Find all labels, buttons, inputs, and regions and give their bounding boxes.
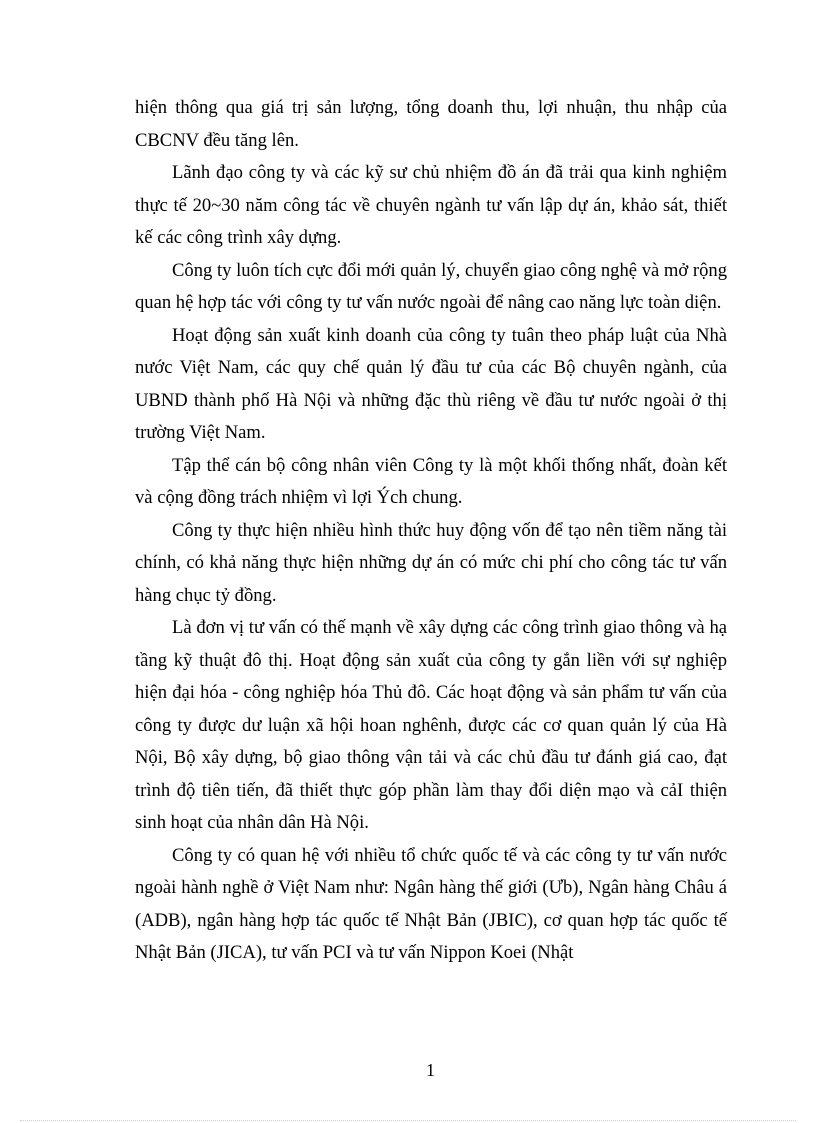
paragraph-continued: hiện thông qua giá trị sản lượng, tổng doanh thu, lợi nhuận, thu nhập của CBCNV đều tăng lên. — [135, 97, 727, 151]
paragraph-international: Công ty có quan hệ với nhiều tổ chức quốc tế và các công ty tư vấn nước ngoài hành nghề ở Việt Nam như: Ngân hàng thế giới (Ưb), Ngân hàng Châu á (ADB), ngân hàng hợp tác quốc tế Nhật Bản (JBIC), cơ quan hợp tác quốc tế Nhật Bản (JICA), tư vấn PCI và tư vấn Nippon Koei (Nhật — [135, 844, 727, 963]
paragraph-strengths: Là đơn vị tư vấn có thế mạnh về xây dựng các công trình giao thông và hạ tầng kỹ thuật đô thị. Hoạt động sản xuất của công ty gắn liền với sự nghiệp hiện đại hóa - công nghiệp hóa Thủ đô. Các hoạt động và sản phẩm tư vấn của công ty được dư luận xã hội hoan nghênh, được các cơ quan quản lý của Hà Nội, Bộ xây dựng, bộ giao thông vận tải và các chủ đầu tư đánh giá cao, đạt trình độ tiên tiến, đã thiết thực góp phần làm thay đổi diện mạo và cảI thiện sinh hoạt của nhân dân Hà Nội. — [135, 617, 727, 833]
paragraph-capital: Công ty thực hiện nhiều hình thức huy động vốn để tạo nên tiềm năng tài chính, có khả năng thực hiện những dự án có mức chi phí cho công tác tư vấn hàng chục tỷ đồng. — [135, 519, 727, 606]
paragraph-innovation: Công ty luôn tích cực đổi mới quản lý, chuyển giao công nghệ và mở rộng quan hệ hợp tác với công ty tư vấn nước ngoài để nâng cao năng lực toàn diện. — [135, 259, 727, 313]
page-edge-divider — [20, 1120, 796, 1121]
page-number: 1 — [426, 1060, 435, 1080]
paragraph-leadership: Lãnh đạo công ty và các kỹ sư chủ nhiệm đồ án đã trải qua kinh nghiệm thực tế 20~30 năm công tác về chuyên ngành tư vấn lập dự án, khảo sát, thiết kế các công trình xây dựng. — [135, 162, 727, 248]
paragraph-legal-compliance: Hoạt động sản xuất kinh doanh của công ty tuân theo pháp luật của Nhà nước Việt Nam, các quy chế quản lý đầu tư của các Bộ chuyên ngành, của UBND thành phố Hà Nội và những đặc thù riêng về đầu tư nước ngoài ở thị trường Việt Nam. — [135, 324, 727, 443]
paragraph-staff-unity: Tập thể cán bộ công nhân viên Công ty là một khối thống nhất, đoàn kết và cộng đồng trách nhiệm vì lợi Ých chung. — [135, 454, 727, 508]
document-body — [135, 92, 727, 970]
